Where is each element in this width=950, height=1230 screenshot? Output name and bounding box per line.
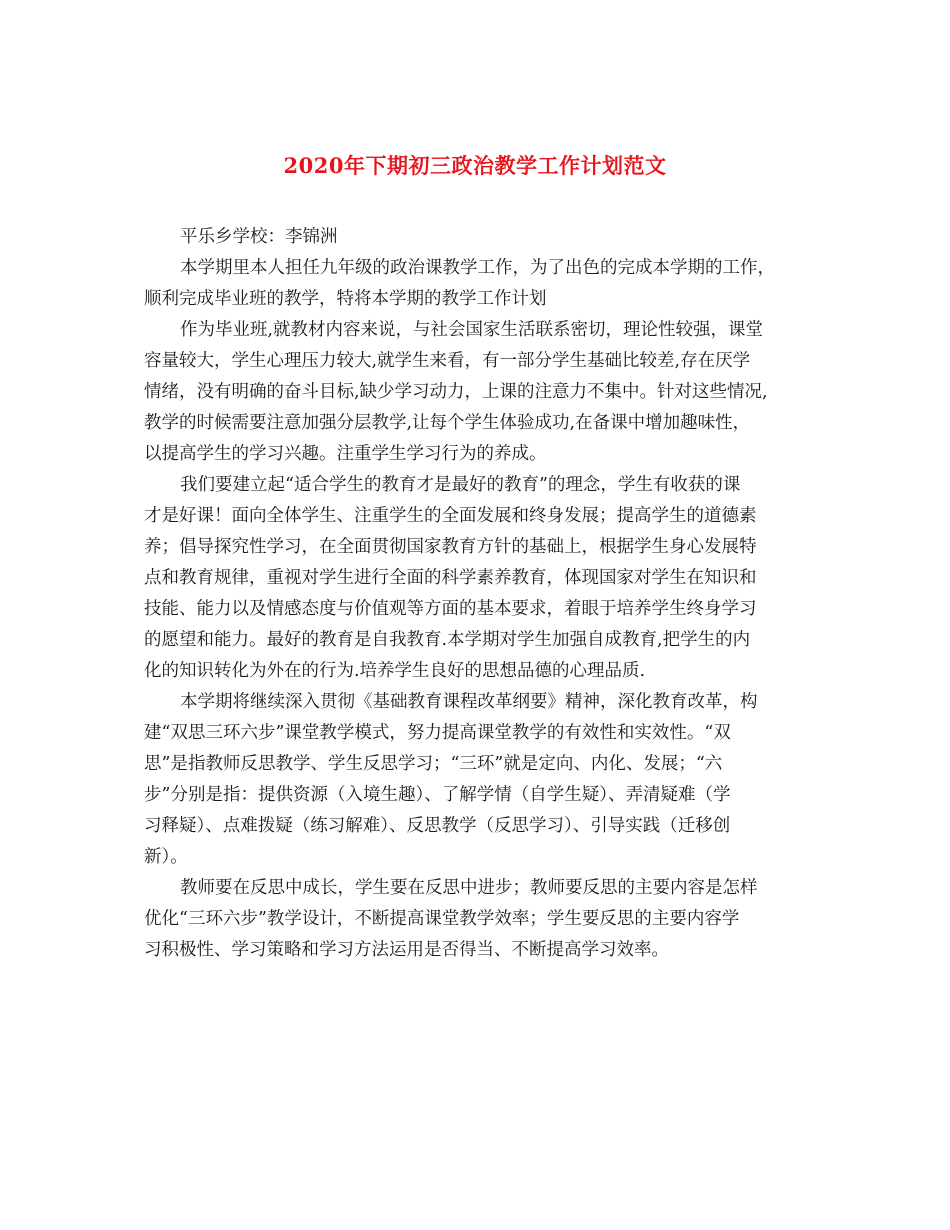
paragraph-reflection: 教师要在反思中成长，学生要在反思中进步；教师要反思的主要内容是怎样 优化“三环六步”教学设计，不断提高课堂教学效率；学生要反思的主要内容学 习积极性、学习策略和学习方法运用是否得当、不断提高学习效率。 — [144, 878, 758, 960]
paragraph-analysis: 作为毕业班,就教材内容来说，与社会国家生活联系密切，理论性较强，课堂 容量较大，学生心理压力较大,就学生来看，有一部分学生基础比较差,存在厌学 情绪，没有明确的奋斗目标,缺少学习动力，上课的注意力不集中。针对这些情况, 教学的时候需要注意加强分层教学,让每个学生体验成功,在备课中增加趣味性， 以提高学生的学习兴趣。注重学生学习行为的养成。 — [144, 320, 768, 464]
document-body — [144, 222, 812, 966]
paragraph-teaching-model: 本学期将继续深入贯彻《基础教育课程改革纲要》精神，深化教育改革，构 建“双思三环六步”课堂教学模式，努力提高课堂教学的有效性和实效性。“双 思”是指教师反思教学、学生反思学习；“三环”就是定向、内化、发展；“六 步”分别是指：提供资源（入境生趣）、了解学情（自学生疑）、弄清疑难（学 习释疑）、点难拨疑（练习解难）、反思教学（反思学习）、引导实践（迁移创 新）。 — [144, 692, 758, 867]
paragraph-philosophy: 我们要建立起“适合学生的教育才是最好的教育”的理念，学生有收获的课 才是好课！面向全体学生、注重学生的全面发展和终身发展；提高学生的道德素 养；倡导探究性学习，在全面贯彻国家教育方针的基础上，根据学生身心发展特 点和教育规律，重视对学生进行全面的科学素养教育，体现国家对学生在知识和 技能、能力以及情感态度与价值观等方面的基本要求，着眼于培养学生终身学习 的愿望和能力。最好的教育是自我教育.本学期对学生加强自成教育,把学生的内 化的知识转化为外在的行为.培养学生良好的思想品德的心理品质. — [144, 475, 757, 681]
paragraph-author: 平乐乡学校：李锦洲 — [180, 227, 338, 247]
document-title: 2020年下期初三政治教学工作计划范文 — [283, 153, 667, 179]
paragraph-intro: 本学期里本人担任九年级的政治课教学工作，为了出色的完成本学期的工作， 顺利完成毕业班的教学，特将本学期的教学工作计划 — [144, 258, 775, 309]
